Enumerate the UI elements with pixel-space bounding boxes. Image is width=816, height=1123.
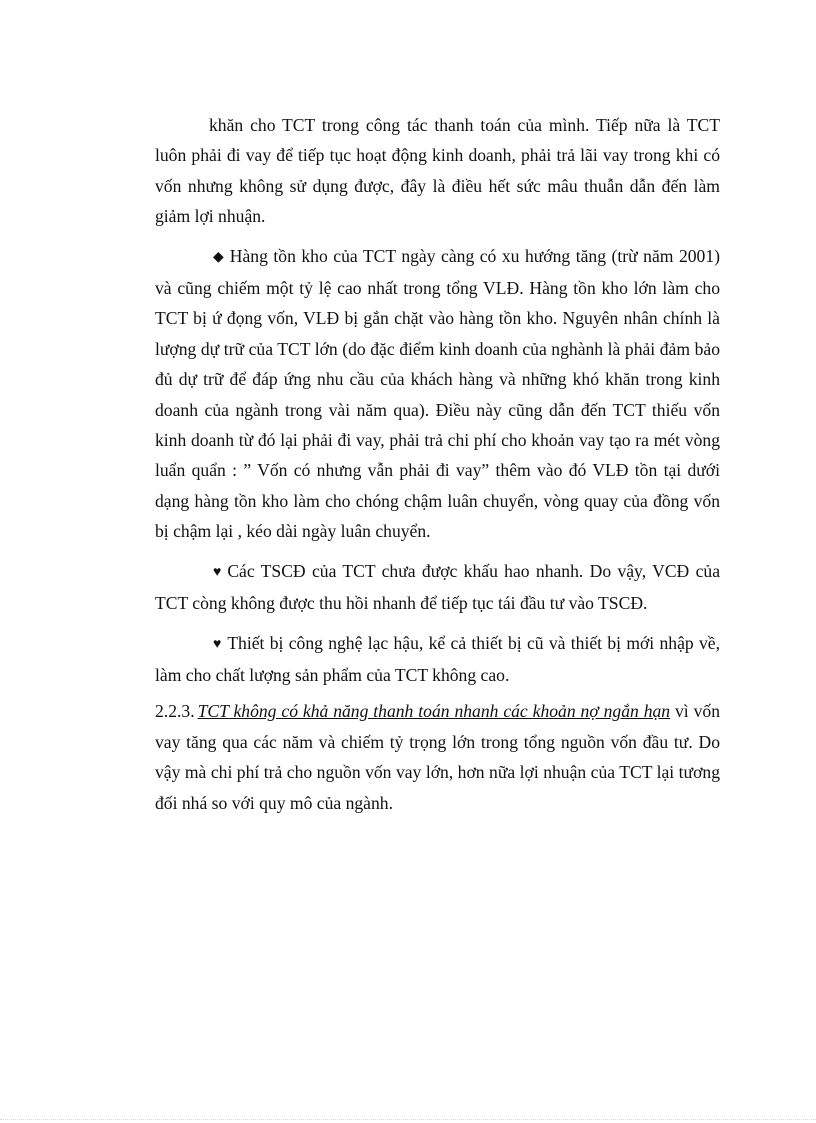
paragraph-fixed-assets xyxy=(155,556,720,619)
section-body-text: vì vốn vay tăng qua các năm và chiếm tỷ trọng lớn trong tổng nguồn vốn đầu tư. Do vậy mà chi phí trả cho nguồn vốn vay lớn, hơn nữa lợi nhuận của TCT lại tương đối nhá so với quy mô của ngành. xyxy=(155,701,720,813)
paragraph-equipment xyxy=(155,628,720,691)
paragraph-text: Các TSCĐ của TCT chưa được khấu hao nhanh. Do vậy, VCĐ của TCT còng không được thu hồi nhanh để tiếp tục tái đầu tư vào TSCĐ. xyxy=(155,560,720,614)
paragraph-text: Hàng tồn kho của TCT ngày càng có xu hướng tăng (trừ năm 2001) và cũng chiếm một tỷ lệ cao nhất trong tổng VLĐ. Hàng tồn kho lớn làm cho TCT bị ứ đọng vốn, VLĐ bị gắn chặt vào hàng tồn kho. Nguyên nhân chính là lượng dự trữ của TCT lớn (do đặc điểm kinh doanh của nghành là phải đảm bảo đủ dự trữ để đáp ứng nhu cầu của khách hàng và những khó khăn trong kinh doanh của ngành trong vài năm qua). Điều này cũng dẫn đến TCT thiếu vốn kinh doanh từ đó lại phải đi vay, phải trả chi phí cho khoản vay tạo ra mét vòng luẩn quẩn : ” Vốn có nhưng vẫn phải đi vay” thêm vào đó VLĐ tồn tại dưới dạng hàng tồn kho làm cho chóng chậm luân chuyển, vòng quay của đồng vốn bị chậm lại , kéo dài ngày luân chuyển. xyxy=(155,245,720,542)
page-bottom-divider xyxy=(0,1119,816,1120)
section-number: 2.2.3. xyxy=(155,701,195,722)
section-heading: TCT không có khả năng thanh toán nhanh các khoản nợ ngắn hạn xyxy=(197,701,671,722)
diamond-bullet-icon: ◆ xyxy=(213,249,224,265)
paragraph-inventory xyxy=(155,241,720,547)
section-2-2-3 xyxy=(155,696,720,818)
heart-bullet-icon: ♥ xyxy=(213,636,222,652)
paragraph-text: khăn cho TCT trong công tác thanh toán của mình. Tiếp nữa là TCT luôn phải đi vay để tiếp tục hoạt động kinh doanh, phải trả lãi vay trong khi có vốn nhưng không sử dụng được, đây là điều hết sức mâu thuẫn dẫn đến làm giảm lợi nhuận. xyxy=(155,115,720,227)
heart-bullet-icon: ♥ xyxy=(213,564,222,580)
paragraph-text: Thiết bị công nghệ lạc hậu, kể cả thiết bị cũ và thiết bị mới nhập về, làm cho chất lượng sản phẩm của TCT không cao. xyxy=(155,632,720,685)
paragraph-payment-difficulty xyxy=(155,110,720,232)
document-page xyxy=(155,110,720,818)
